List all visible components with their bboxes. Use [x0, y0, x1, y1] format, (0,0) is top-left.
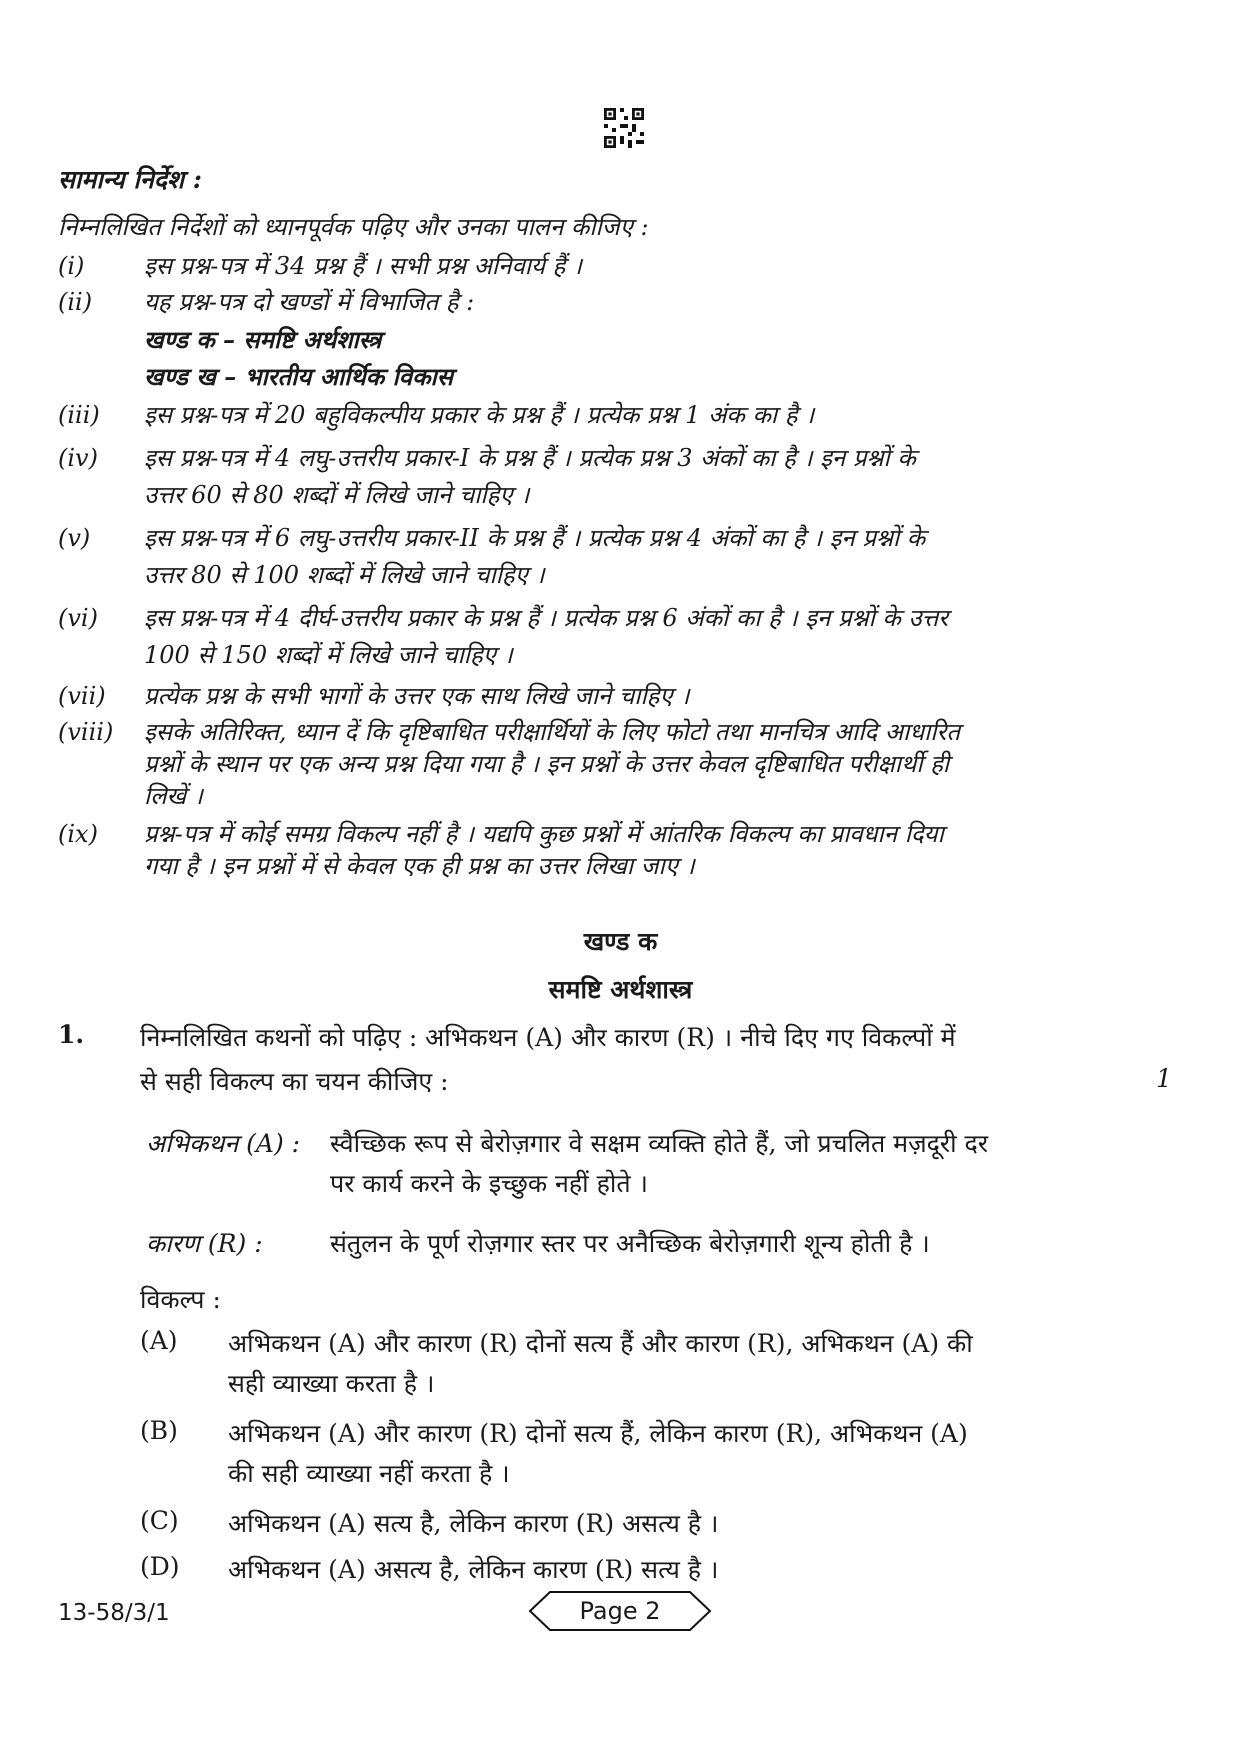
instruction-line: खण्ड ख – भारतीय आर्थिक विकास [144, 362, 453, 391]
instruction-line: प्रश्नों के स्थान पर एक अन्य प्रश्न दिया गया है । इन प्रश्नों के उत्तर केवल दृष्टिबाधित परीक्षार्थी ही [144, 750, 950, 778]
option-text: सही व्याख्या करता है । [228, 1369, 435, 1398]
instruction-line: प्रश्न-पत्र में कोई समग्र विकल्प नहीं है । यद्यपि कुछ प्रश्नों में आंतरिक विकल्प का प्रावधान दिया [144, 820, 944, 848]
instruction-line: इस प्रश्न-पत्र में 34 प्रश्न हैं । सभी प्रश्न अनिवार्य हैं । [144, 252, 583, 280]
question-marks: 1 [1156, 1064, 1172, 1093]
instruction-number: (ix) [58, 820, 98, 848]
instruction-line: 100 से 150 शब्दों में लिखे जाने चाहिए । [144, 641, 513, 669]
instruction-number: (iv) [58, 444, 98, 472]
instruction-line: इस प्रश्न-पत्र में 20 बहुविकल्पीय प्रकार के प्रश्न हैं । प्रत्येक प्रश्न 1 अंक का है । [144, 401, 815, 429]
instruction-line: उत्तर 60 से 80 शब्दों में लिखे जाने चाहिए । [144, 481, 530, 509]
section-title: समष्टि अर्थशास्त्र [548, 975, 693, 1004]
page-number-tag [528, 1590, 712, 1632]
option-key: (C) [140, 1506, 179, 1535]
instruction-line: यह प्रश्न-पत्र दो खण्डों में विभाजित है : [144, 288, 475, 316]
instruction-line: लिखें । [144, 782, 203, 810]
option-key: (D) [140, 1552, 180, 1581]
instruction-number: (v) [58, 524, 91, 552]
instruction-number: (vii) [58, 682, 106, 710]
question-text: से सही विकल्प का चयन कीजिए : [140, 1067, 449, 1096]
instruction-v [58, 520, 1188, 594]
instructions-intro: निम्नलिखित निर्देशों को ध्यानपूर्वक पढ़िए और उनका पालन कीजिए : [58, 213, 649, 241]
option-text: अभिकथन (A) सत्य है, लेकिन कारण (R) असत्य है । [228, 1509, 719, 1538]
reason-label: कारण (R) : [146, 1229, 263, 1258]
instruction-line: उत्तर 80 से 100 शब्दों में लिखे जाने चाहिए । [144, 561, 545, 589]
option-text: अभिकथन (A) और कारण (R) दोनों सत्य हैं और कारण (R), अभिकथन (A) की [228, 1329, 973, 1358]
instruction-ii [58, 284, 1188, 395]
option-key: (B) [140, 1416, 178, 1445]
instruction-line: प्रत्येक प्रश्न के सभी भागों के उत्तर एक साथ लिखे जाने चाहिए । [144, 682, 690, 710]
instruction-number: (vi) [58, 604, 98, 632]
option-text: अभिकथन (A) असत्य है, लेकिन कारण (R) सत्य है । [228, 1555, 719, 1584]
instruction-viii [58, 716, 1188, 812]
instruction-iii [58, 397, 1188, 434]
paper-code: 13-58/3/1 [58, 1600, 170, 1626]
instructions-heading: सामान्य निर्देश : [58, 165, 202, 194]
assertion-label: अभिकथन (A) : [146, 1129, 301, 1158]
instruction-i [58, 248, 1188, 285]
instruction-line: इसके अतिरिक्त, ध्यान दें कि दृष्टिबाधित परीक्षार्थियों के लिए फोटो तथा मानचित्र आदि आधारित [144, 718, 961, 746]
option-text: की सही व्याख्या नहीं करता है । [228, 1459, 510, 1488]
question-text: निम्नलिखित कथनों को पढ़िए : अभिकथन (A) और कारण (R) । नीचे दिए गए विकल्पों में [140, 1023, 956, 1052]
section-label: खण्ड क [583, 927, 658, 956]
page-number: Page 2 [579, 1597, 661, 1625]
instruction-line: इस प्रश्न-पत्र में 4 दीर्घ-उत्तरीय प्रकार के प्रश्न हैं । प्रत्येक प्रश्न 6 अंकों का है । इन प्रश्नों के उत्तर [144, 604, 949, 632]
instruction-iv [58, 440, 1188, 514]
instruction-number: (viii) [58, 718, 114, 746]
instruction-vii [58, 678, 1188, 715]
instruction-ix [58, 818, 1188, 882]
instruction-line: इस प्रश्न-पत्र में 4 लघु-उत्तरीय प्रकार-I के प्रश्न हैं । प्रत्येक प्रश्न 3 अंकों का है । इन प्रश्नों के [144, 444, 916, 472]
instruction-line: इस प्रश्न-पत्र में 6 लघु-उत्तरीय प्रकार-II के प्रश्न हैं । प्रत्येक प्रश्न 4 अंकों का है । इन प्रश्नों के [144, 524, 926, 552]
option-text: अभिकथन (A) और कारण (R) दोनों सत्य हैं, लेकिन कारण (R), अभिकथन (A) [228, 1419, 968, 1448]
option-key: (A) [140, 1326, 178, 1355]
reason-text: संतुलन के पूर्ण रोज़गार स्तर पर अनैच्छिक बेरोज़गारी शून्य होती है । [330, 1229, 930, 1258]
instruction-line: खण्ड क – समष्टि अर्थशास्त्र [144, 325, 382, 354]
instruction-number: (ii) [58, 288, 93, 316]
instruction-number: (i) [58, 252, 85, 280]
instruction-vi [58, 600, 1188, 674]
instruction-number: (iii) [58, 401, 100, 429]
question-number: 1. [58, 1020, 85, 1049]
options-label: विकल्प : [140, 1285, 221, 1314]
instruction-line: गया है । इन प्रश्नों में से केवल एक ही प्रश्न का उत्तर लिखा जाए । [144, 852, 695, 880]
qr-code [604, 108, 644, 148]
assertion-text: स्वैच्छिक रूप से बेरोज़गार वे सक्षम व्यक्ति होते हैं, जो प्रचलित मज़दूरी दर [330, 1129, 989, 1158]
assertion-text: पर कार्य करने के इच्छुक नहीं होते । [330, 1169, 649, 1198]
